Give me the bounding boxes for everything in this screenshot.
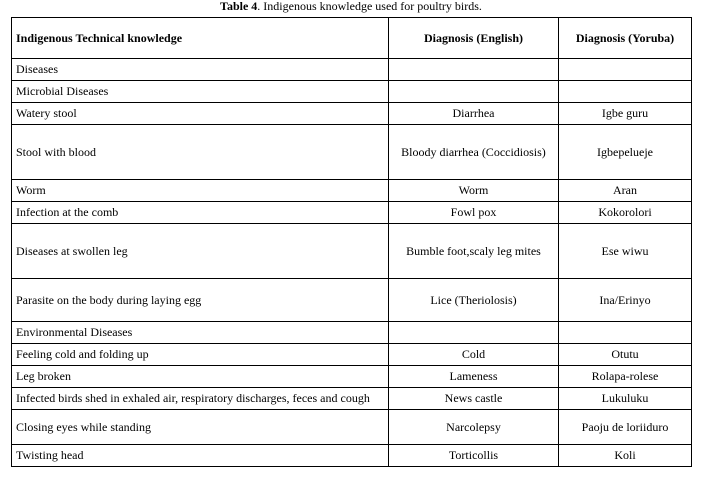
table-row: [12, 103, 692, 125]
header-diagnosis-english: Diagnosis (English): [389, 18, 559, 59]
row-itk-cell: Infection at the comb: [12, 202, 389, 224]
row-itk-cell: Watery stool: [12, 103, 389, 125]
row-itk-cell: Microbial Diseases: [12, 81, 389, 103]
row-yoruba-cell: Ese wiwu: [559, 224, 692, 279]
row-english-cell: Torticollis: [389, 445, 559, 467]
row-yoruba-cell: Lukuluku: [559, 388, 692, 410]
row-itk-cell: Feeling cold and folding up: [12, 344, 389, 366]
row-yoruba-cell: Igbe guru: [559, 103, 692, 125]
row-itk-cell: Worm: [12, 180, 389, 202]
row-yoruba-cell: Otutu: [559, 344, 692, 366]
row-english-cell: Lice (Theriolosis): [389, 279, 559, 322]
table-row: [12, 279, 692, 322]
row-itk-cell: Infected birds shed in exhaled air, respiratory discharges, feces and cough: [12, 388, 389, 410]
row-english-cell: Diarrhea: [389, 103, 559, 125]
row-yoruba-cell: Aran: [559, 180, 692, 202]
row-yoruba-cell: [559, 81, 692, 103]
row-yoruba-cell: Ina/Erinyo: [559, 279, 692, 322]
row-yoruba-cell: [559, 322, 692, 344]
row-english-cell: [389, 322, 559, 344]
row-itk-cell: Closing eyes while standing: [12, 410, 389, 445]
table-row: [12, 180, 692, 202]
row-yoruba-cell: [559, 59, 692, 81]
row-yoruba-cell: Koli: [559, 445, 692, 467]
row-english-cell: Bloody diarrhea (Coccidiosis): [389, 125, 559, 180]
table-caption: [0, 0, 702, 17]
row-yoruba-cell: Igbepelueje: [559, 125, 692, 180]
header-diagnosis-yoruba: Diagnosis (Yoruba): [559, 18, 692, 59]
row-itk-cell: Stool with blood: [12, 125, 389, 180]
row-english-cell: Worm: [389, 180, 559, 202]
table-row: [12, 410, 692, 445]
table-header-row: [12, 18, 692, 59]
table-row: [12, 388, 692, 410]
row-english-cell: Fowl pox: [389, 202, 559, 224]
row-english-cell: Cold: [389, 344, 559, 366]
table-row: [12, 344, 692, 366]
table-row: [12, 224, 692, 279]
row-itk-cell: Leg broken: [12, 366, 389, 388]
row-itk-cell: Twisting head: [12, 445, 389, 467]
table-caption-text: . Indigenous knowledge used for poultry birds.: [257, 0, 482, 13]
row-itk-cell: Diseases at swollen leg: [12, 224, 389, 279]
indigenous-knowledge-table: [11, 17, 692, 467]
row-yoruba-cell: Paoju de loriiduro: [559, 410, 692, 445]
table-row: [12, 366, 692, 388]
row-itk-cell: Environmental Diseases: [12, 322, 389, 344]
row-english-cell: Lameness: [389, 366, 559, 388]
row-yoruba-cell: Rolapa-rolese: [559, 366, 692, 388]
table-row: [12, 322, 692, 344]
row-english-cell: Bumble foot,scaly leg mites: [389, 224, 559, 279]
table-caption-label: Table 4: [220, 0, 258, 13]
table-row: [12, 59, 692, 81]
table-row: [12, 202, 692, 224]
row-yoruba-cell: Kokorolori: [559, 202, 692, 224]
table-row: [12, 445, 692, 467]
row-english-cell: [389, 59, 559, 81]
table-row: [12, 125, 692, 180]
row-english-cell: Narcolepsy: [389, 410, 559, 445]
row-itk-cell: Parasite on the body during laying egg: [12, 279, 389, 322]
row-itk-cell: Diseases: [12, 59, 389, 81]
row-english-cell: [389, 81, 559, 103]
row-english-cell: News castle: [389, 388, 559, 410]
header-itk: Indigenous Technical knowledge: [12, 18, 389, 59]
table-row: [12, 81, 692, 103]
